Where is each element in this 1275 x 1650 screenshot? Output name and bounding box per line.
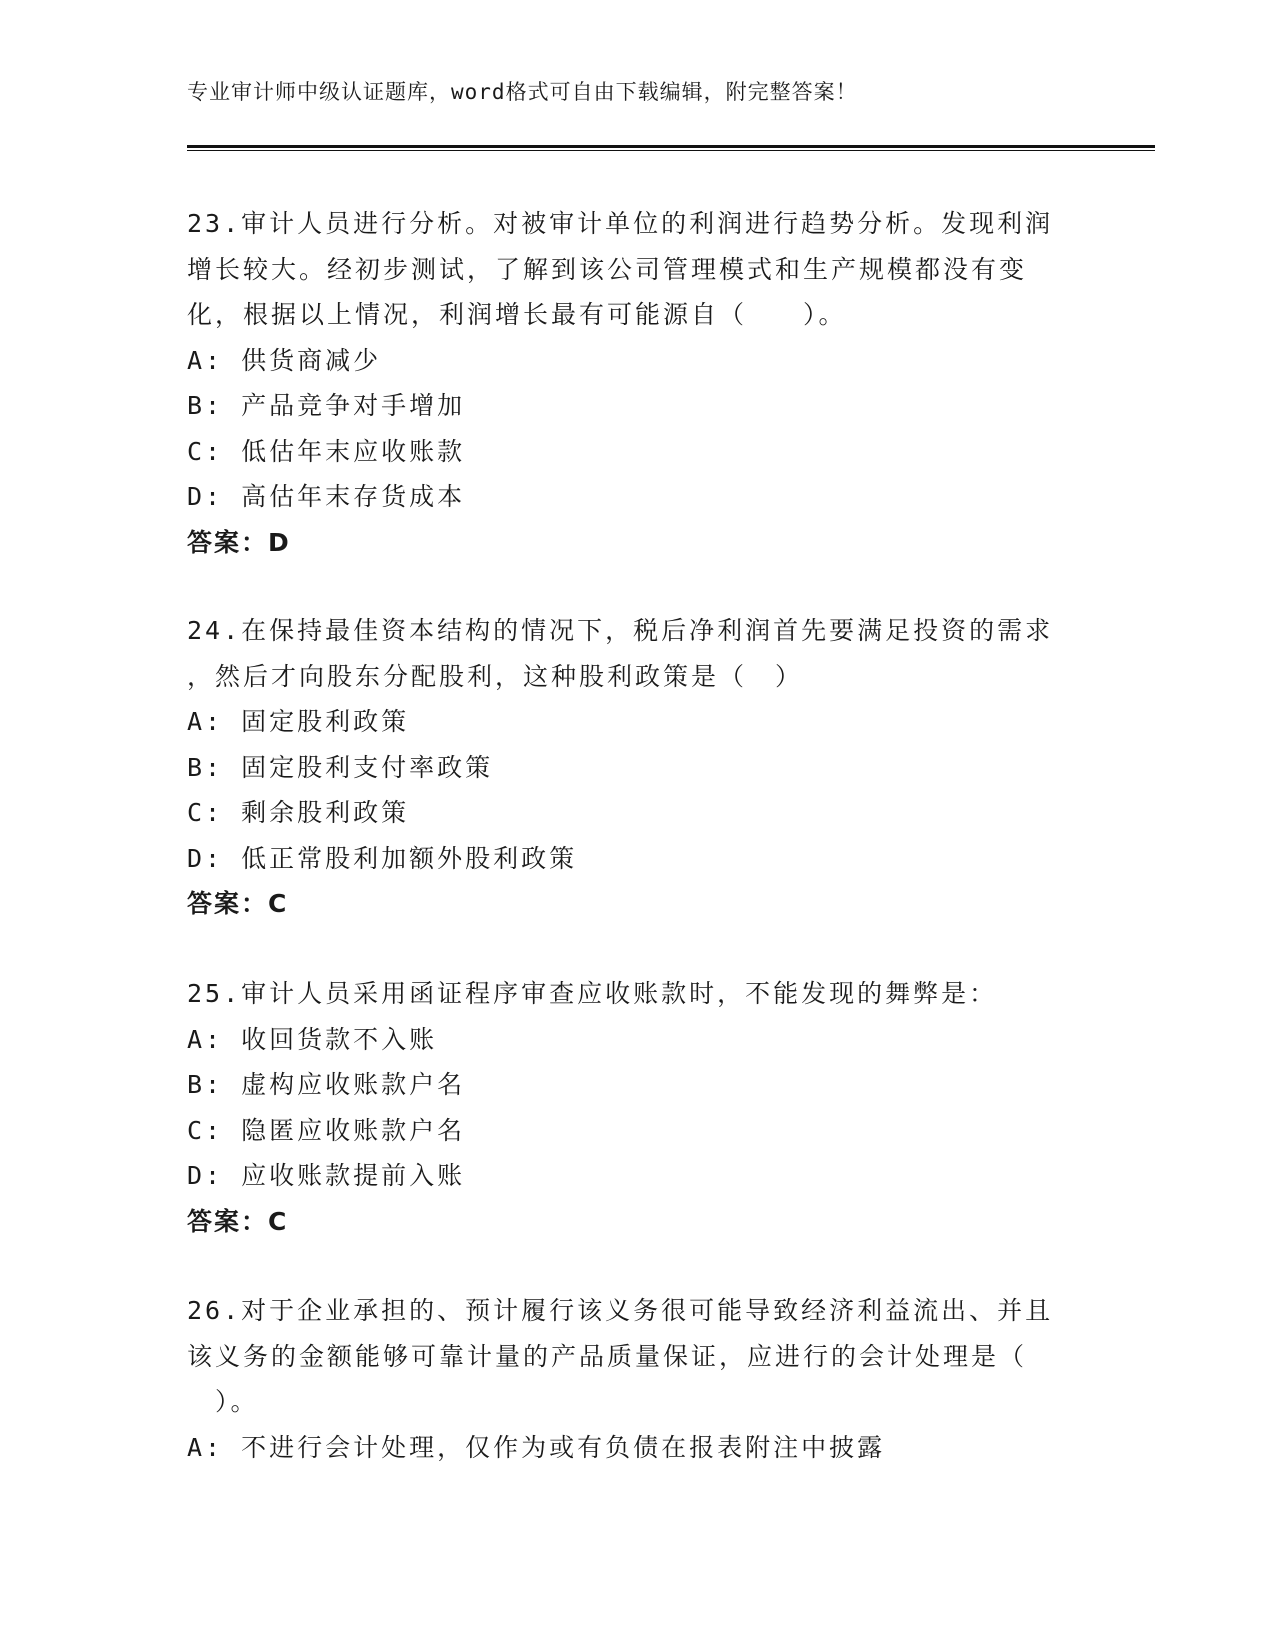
option-c: C: 隐匿应收账款户名 xyxy=(187,1115,466,1145)
question-text: 24.在保持最佳资本结构的情况下，税后净利润首先要满足投资的需求 ，然后才向股东分配股利，这种股利政策是（ ） xyxy=(187,616,1054,691)
answer: 答案：D xyxy=(187,527,291,557)
option-a: A: 供货商减少 xyxy=(187,345,382,375)
option-a: A: 固定股利政策 xyxy=(187,707,410,736)
option-d: D: 低正常股利加额外股利政策 xyxy=(187,843,578,873)
question-26 xyxy=(187,1288,1087,1470)
answer: 答案：C xyxy=(187,889,289,918)
question-text: 25.审计人员采用函证程序审查应收账款时，不能发现的舞弊是： xyxy=(187,979,998,1008)
option-b: B: 产品竞争对手增加 xyxy=(187,391,466,420)
option-d: D: 应收账款提前入账 xyxy=(187,1161,466,1190)
option-b: B: 虚构应收账款户名 xyxy=(187,1070,466,1099)
question-text: 26.对于企业承担的、预计履行该义务很可能导致经济利益流出、并且 该义务的金额能够可靠计量的产品质量保证，应进行的会计处理是（ ）。 xyxy=(187,1296,1054,1416)
question-text: 23.审计人员进行分析。对被审计单位的利润进行趋势分析。发现利润 增长较大。经初步测试，了解到该公司管理模式和生产规模都没有变 化，根据以上情况，利润增长最有可能源自（ ）。 xyxy=(187,209,1054,329)
option-c: C: 剩余股利政策 xyxy=(187,798,410,827)
answer: 答案：C xyxy=(187,1206,289,1236)
question-23 xyxy=(187,201,1087,565)
option-a: A: 收回货款不入账 xyxy=(187,1024,438,1054)
option-d: D: 高估年末存货成本 xyxy=(187,482,466,511)
page-header: 专业审计师中级认证题库，word格式可自由下载编辑，附完整答案！ xyxy=(187,80,858,104)
header-rule-thin xyxy=(187,150,1155,151)
option-c: C: 低估年末应收账款 xyxy=(187,436,466,466)
header-rule-thick xyxy=(187,145,1155,148)
option-b: B: 固定股利支付率政策 xyxy=(187,752,494,782)
question-24 xyxy=(187,608,1087,927)
question-25 xyxy=(187,971,1087,1244)
option-a: A: 不进行会计处理，仅作为或有负债在报表附注中披露 xyxy=(187,1432,886,1462)
